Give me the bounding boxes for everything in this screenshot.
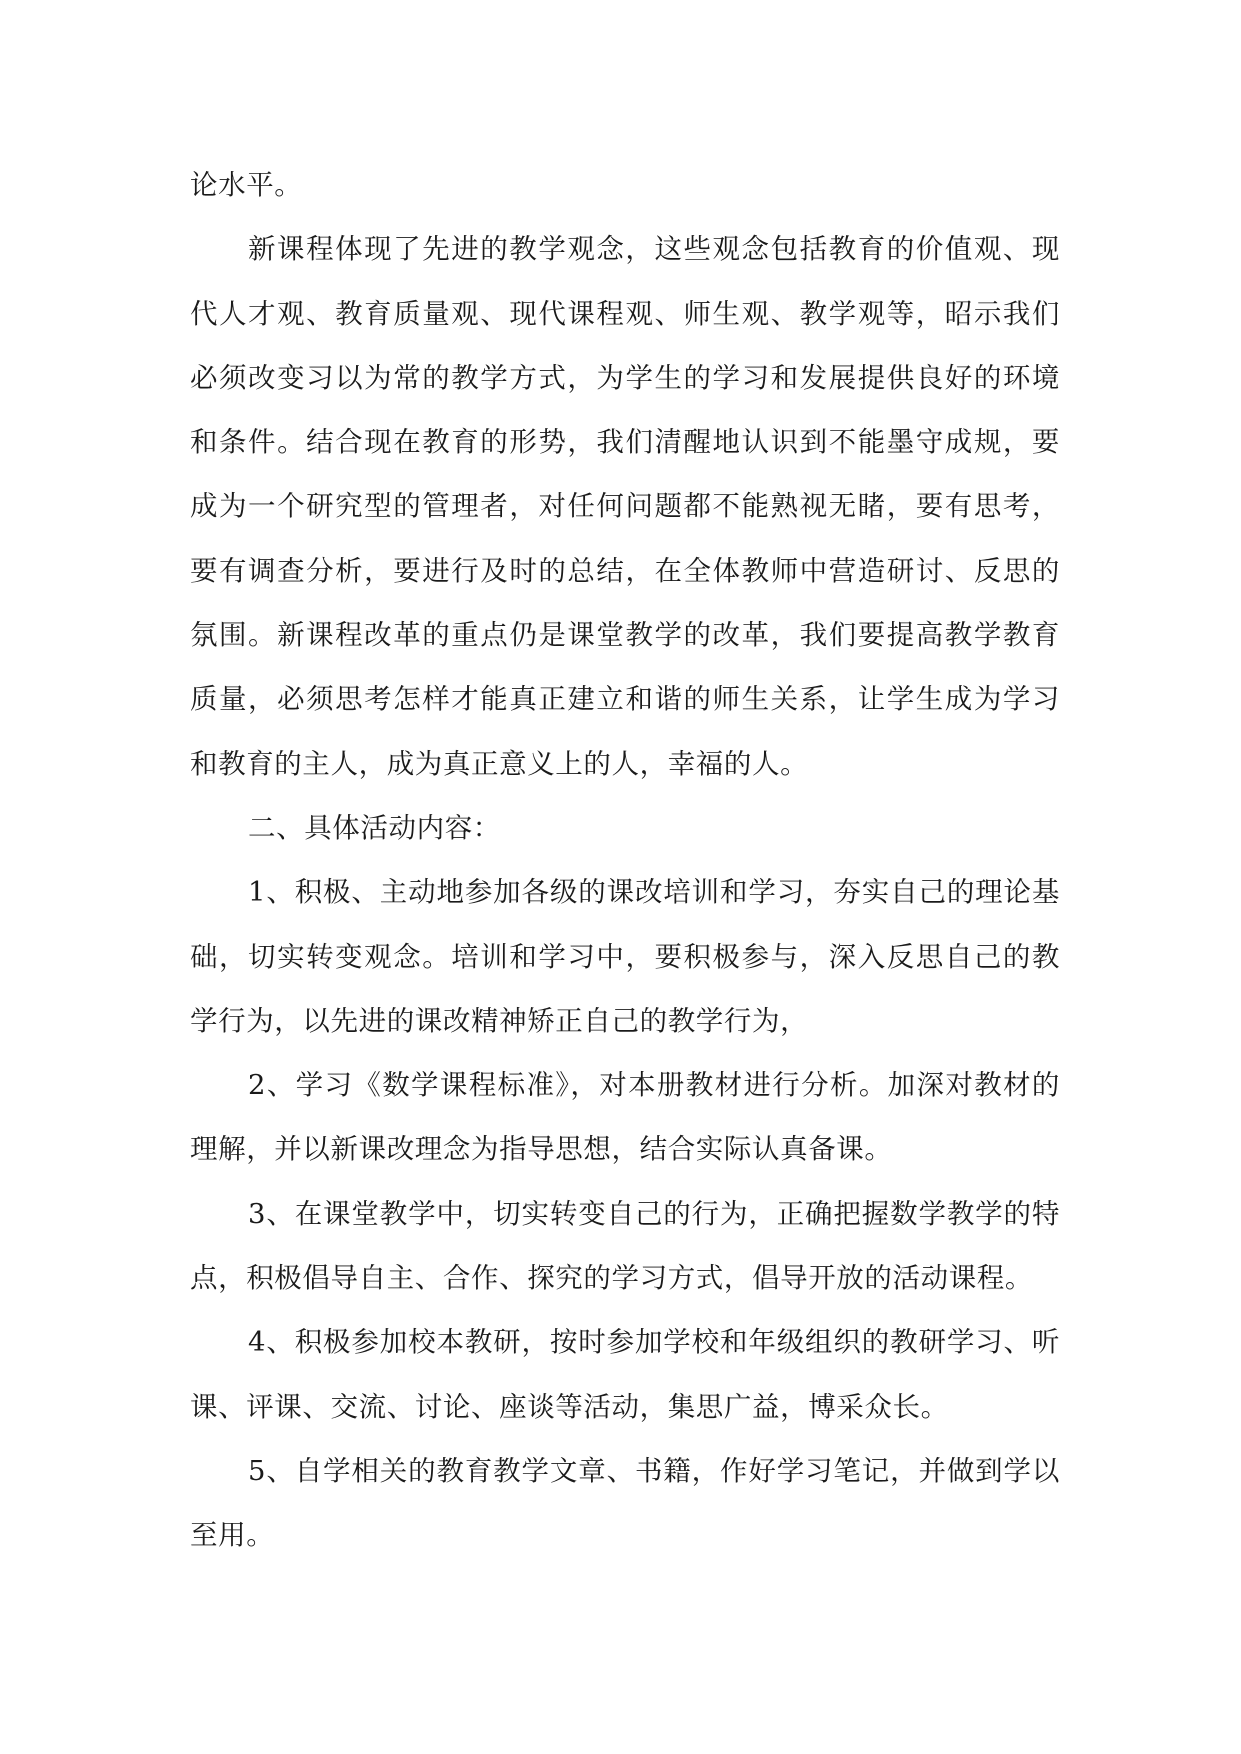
paragraph-new-curriculum: 新课程体现了先进的教学观念，这些观念包括教育的价值观、现代人才观、教育质量观、现代课程观、师生观、教学观等，昭示我们必须改变习以为常的教学方式，为学生的学习和发展提供良好的环境和条件。结合现在教育的形势，我们清醒地认识到不能墨守成规，要成为一个研究型的管理者，对任何问题都不能熟视无睹，要有思考，要有调查分析，要进行及时的总结，在全体教师中营造研讨、反思的氛围。新课程改革的重点仍是课堂教学的改革，我们要提高教学教育质量，必须思考怎样才能真正建立和谐的师生关系，让学生成为学习和教育的主人，成为真正意义上的人，幸福的人。 [190,233,1060,780]
list-item-1: 1、积极、主动地参加各级的课改培训和学习，夯实自己的理论基础，切实转变观念。培训和学习中，要积极参与，深入反思自己的教学行为，以先进的课改精神矫正自己的教学行为， [190,876,1060,1037]
list-item-3: 3、在课堂教学中，切实转变自己的行为，正确把握数学教学的特点，积极倡导自主、合作、探究的学习方式，倡导开放的活动课程。 [190,1197,1060,1295]
list-item-5: 5、自学相关的教育教学文章、书籍，作好学习笔记，并做到学以至用。 [190,1454,1060,1552]
section-heading-activities: 二、具体活动内容： [248,811,501,844]
list-item-2: 2、学习《数学课程标准》，对本册教材进行分析。加深对教材的理解，并以新课改理念为指导思想，结合实际认真备课。 [190,1069,1060,1166]
paragraph-continuation: 论水平。 [190,169,303,201]
list-item-4: 4、积极参加校本教研，按时参加学校和年级组织的教研学习、听课、评课、交流、讨论、座谈等活动，集思广益，博采众长。 [190,1326,1060,1423]
document-body [190,153,1060,1568]
